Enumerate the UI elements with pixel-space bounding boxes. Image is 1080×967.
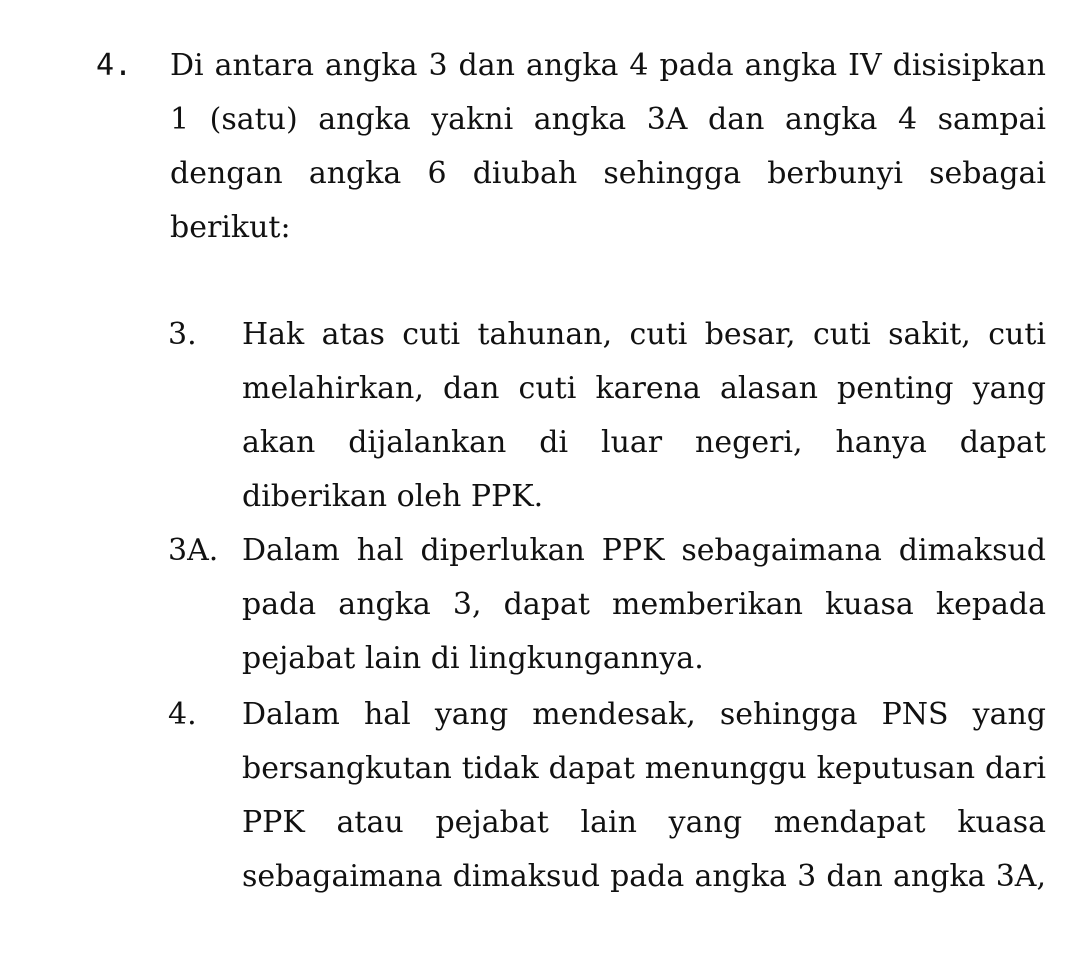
subitem-line [242, 639, 1046, 679]
item-line-3 [170, 154, 1046, 194]
subitem-line [242, 369, 1046, 409]
subitem-line-text: Dalam hal diperlukan PPK sebagaimana dimaksud [242, 533, 1046, 568]
item-number: 4. [96, 48, 133, 83]
subitem-line-text: bersangkutan tidak dapat menunggu keputusan dari [242, 751, 1046, 786]
subitem-line [242, 531, 1046, 571]
subitem-line [242, 585, 1046, 625]
subitem-line-text: melahirkan, dan cuti karena alasan penting yang [242, 371, 1046, 406]
subitem-line-text: Hak atas cuti tahunan, cuti besar, cuti sakit, cuti [242, 317, 1046, 352]
subitem-line [242, 749, 1046, 789]
subitem-line-text: pada angka 3, dapat memberikan kuasa kepada [242, 587, 1046, 622]
subitem-line-text: pejabat lain di lingkungannya. [242, 641, 704, 676]
subitem-line [242, 803, 1046, 843]
subitem-number: 3A. [168, 533, 219, 568]
item-line-text: Di antara angka 3 dan angka 4 pada angka IV disisipkan [170, 48, 1046, 83]
subitem-line [242, 477, 1046, 517]
subitem-line [242, 695, 1046, 735]
subitem-line-text: PPK atau pejabat lain yang mendapat kuasa [242, 805, 1046, 840]
item-line-text: 1 (satu) angka yakni angka 3A dan angka 4 sampai [170, 102, 1046, 137]
subitem-line-text: sebagaimana dimaksud pada angka 3 dan angka 3A, [242, 859, 1046, 894]
item-line-1 [170, 46, 1046, 86]
subitem-line-text: diberikan oleh PPK. [242, 479, 544, 514]
subitem-line-text: akan dijalankan di luar negeri, hanya dapat [242, 425, 1046, 460]
item-line-4 [170, 208, 1046, 248]
subitem-number: 4. [168, 697, 197, 732]
item-line-text: dengan angka 6 diubah sehingga berbunyi sebagai [170, 156, 1046, 191]
subitem-line [242, 857, 1046, 897]
item-line-2 [170, 100, 1046, 140]
subitem-line [242, 423, 1046, 463]
subitem-line [242, 315, 1046, 355]
subitem-number: 3. [168, 317, 197, 352]
item-line-text: berikut: [170, 210, 291, 245]
subitem-line-text: Dalam hal yang mendesak, sehingga PNS yang [242, 697, 1046, 732]
